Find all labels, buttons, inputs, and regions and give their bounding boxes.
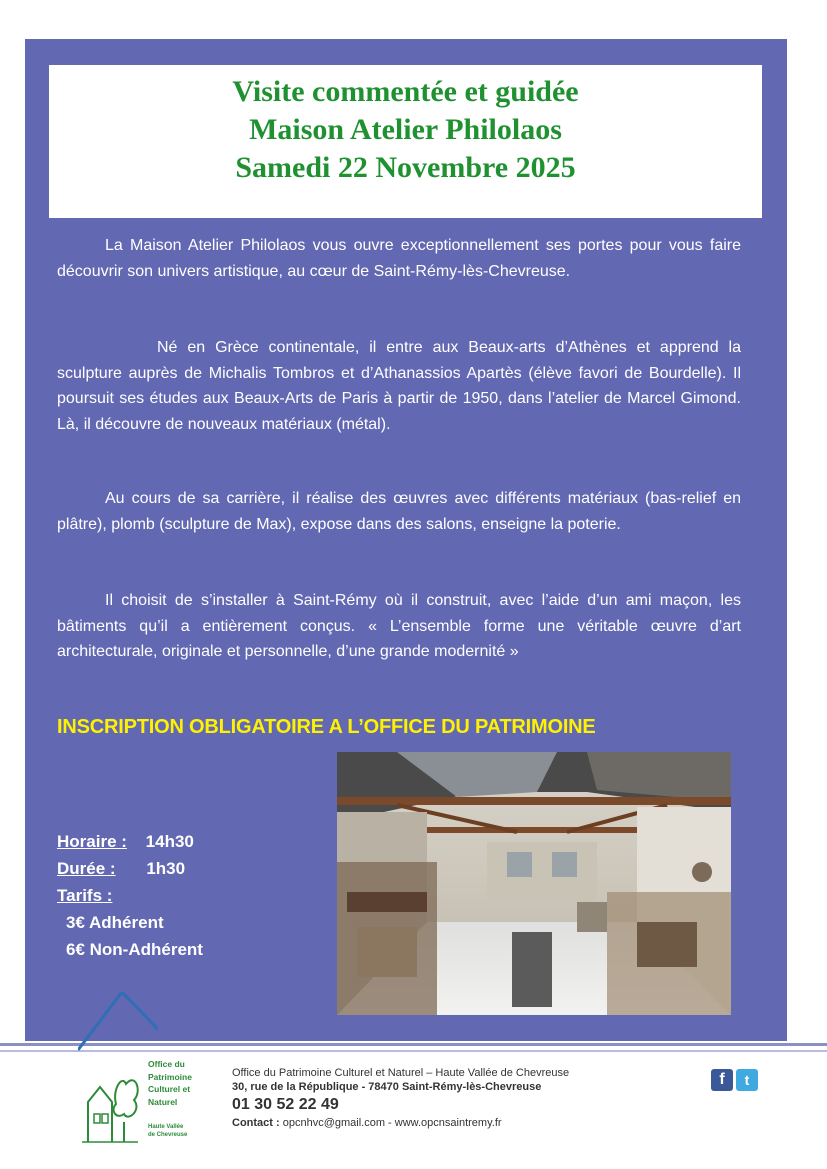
footer-contact-row: [232, 1116, 569, 1130]
logo-line-4: Naturel: [148, 1096, 178, 1107]
horaire-row: [57, 828, 203, 855]
logo-line-2: Patrimoine: [148, 1071, 192, 1082]
footer-contact: [232, 1066, 569, 1130]
footer-phone: 01 30 52 22 49: [232, 1096, 339, 1113]
logo-line-1: Office du: [148, 1059, 185, 1069]
paragraph-career: Au cours de sa carrière, il réalise des œuvres avec différents matériaux (bas-relief en plâtre), plomb (sculpture de Max), expose dans des salons, enseigne la poterie.: [57, 490, 741, 533]
visit-info: [57, 828, 203, 963]
logo-subtitle: [148, 1123, 187, 1139]
logo-line-3: Culturel et: [148, 1084, 191, 1094]
title-line-1: Visite commentée et guidée: [232, 75, 579, 108]
footer-address: 30, rue de la République - 78470 Saint-Rémy-lès-Chevreuse: [232, 1081, 542, 1093]
horaire-value: 14h30: [145, 832, 194, 851]
office-logo-icon: [78, 992, 158, 1162]
paragraph-intro: La Maison Atelier Philolaos vous ouvre exceptionnellement ses portes pour vous faire découvrir son univers artistique, au cœur de Saint-Rémy-lès-Chevreuse.: [57, 237, 741, 280]
twitter-icon[interactable]: t: [736, 1069, 758, 1091]
logo-sub-line-2: de Chevreuse: [148, 1132, 188, 1138]
footer-contact-value[interactable]: opcnhvc@gmail.com - www.opcnsaintremy.fr: [282, 1117, 502, 1129]
duree-label: Durée :: [57, 859, 116, 878]
paragraph-biography: Né en Grèce continentale, il entre aux Beaux-arts d’Athènes et apprend la sculpture auprès de Michalis Tombros et d’Athanassios Apartès (élève favori de Bourdelle). Il poursuit ses études aux Beaux-Arts de Paris à partir de 1950, dans l’atelier de Marcel Gimond. Là, il découvre de nouveaux matériaux (métal).: [57, 339, 741, 433]
paragraph-house: Il choisit de s’installer à Saint-Rémy où il construit, avec l’aide d’un ami maçon, les bâtiments qu’il a entièrement conçus. « L’ensemble forme une véritable œuvre d’art architecturale, originale et personnelle, d’une grande modernité »: [57, 592, 741, 660]
title-line-3: Samedi 22 Novembre 2025: [235, 151, 576, 184]
horaire-label: Horaire :: [57, 832, 127, 851]
social-links: [711, 1069, 761, 1091]
tarif-adherent: 3€ Adhérent: [66, 913, 164, 932]
title-box: [49, 65, 762, 218]
inscription-notice: INSCRIPTION OBLIGATOIRE A L’OFFICE DU PATRIMOINE: [57, 716, 596, 738]
duree-value: 1h30: [146, 859, 186, 878]
tarif-non-adherent: 6€ Non-Adhérent: [66, 940, 203, 959]
logo-sub-line-1: Haute Vallée: [148, 1124, 184, 1130]
footer-contact-label: Contact :: [232, 1117, 280, 1129]
footer-org: Office du Patrimoine Culturel et Naturel – Haute Vallée de Chevreuse: [232, 1067, 570, 1079]
tarifs-row: [57, 882, 203, 909]
logo-wordmark: [148, 1058, 192, 1108]
atelier-photo: [337, 752, 731, 1015]
title-line-2: Maison Atelier Philolaos: [249, 113, 562, 146]
facebook-icon[interactable]: f: [711, 1069, 733, 1091]
duree-row: [57, 855, 203, 882]
tarifs-label: Tarifs :: [57, 886, 113, 905]
